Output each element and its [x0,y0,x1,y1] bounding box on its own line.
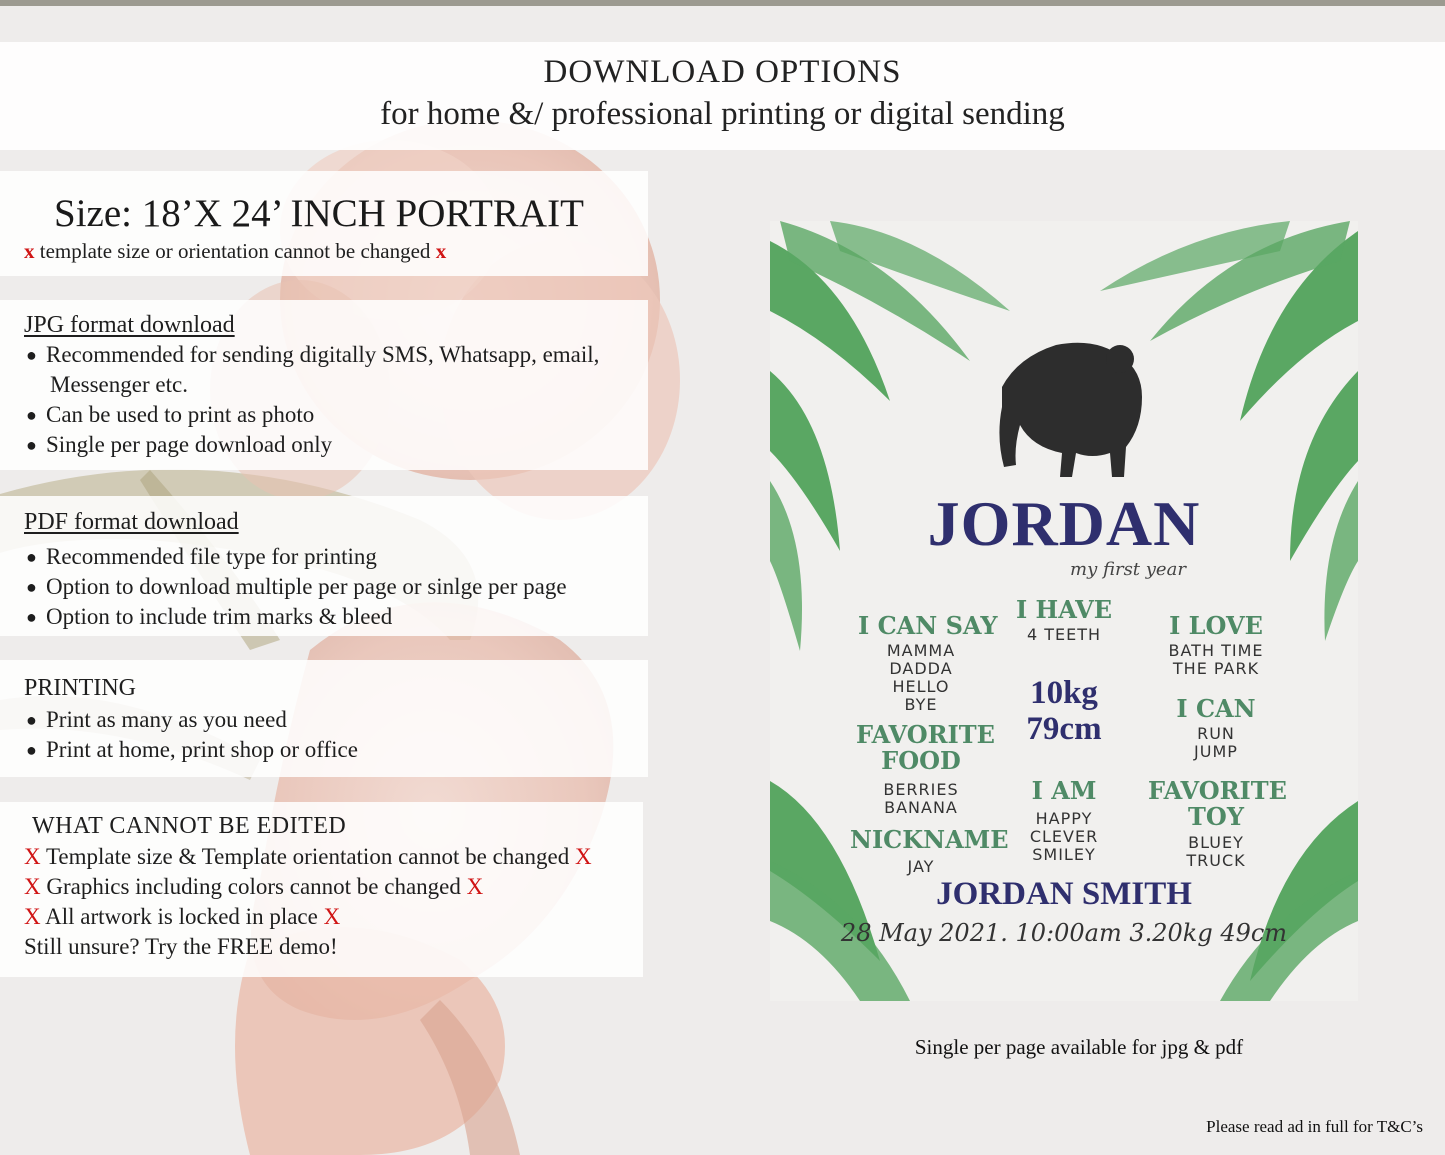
editing-list [24,842,592,962]
size-note [24,239,446,264]
nickname-heading: NICKNAME [850,825,1009,854]
poster-full-name: JORDAN SMITH [936,876,1192,912]
size-note-text: template size or orientation cannot be changed [39,239,431,263]
bullet-icon: ● [26,740,37,760]
x-mark-icon: X [24,874,41,899]
weight-height [1000,675,1128,747]
bullet-icon: ● [26,607,37,627]
list-item: X All artwork is locked in place X [24,904,341,929]
list-item-continuation: Messenger etc. [50,372,188,397]
list-item: ● Option to include trim marks & bleed [24,602,567,632]
gorilla-icon [999,343,1142,477]
jpg-panel [0,300,648,470]
i-am-heading: I AM [1031,776,1097,805]
i-am-list: HAPPY CLEVER SMILEY [1029,809,1099,864]
list-item: ● Print as many as you need [24,705,358,735]
jpg-heading: JPG format download [24,312,235,338]
x-mark-icon: X [574,844,592,869]
poster-birth-details: 28 May 2021. 10:00am 3.20kg 49cm [840,919,1288,947]
x-mark-icon: X [24,844,41,869]
list-item: ● Print at home, print shop or office [24,735,358,765]
x-mark-icon: x [435,239,447,263]
printing-panel [0,660,648,777]
bullet-icon: ● [26,577,37,597]
header-band [0,42,1445,150]
page-title: DOWNLOAD OPTIONS [543,54,902,90]
size-panel [0,171,648,276]
x-mark-icon: X [24,904,41,929]
i-have-value: 4 TEETH [1026,625,1102,644]
bullet-icon: ● [26,435,37,455]
i-love-list: BATH TIME THE PARK [1168,641,1264,678]
editing-panel [0,802,643,977]
poster-preview [770,221,1358,1001]
list-item: ● Can be used to print as photo [24,400,599,430]
size-title: Size: 18’X 24’ INCH PORTRAIT [54,192,584,235]
list-item: ● Recommended for sending digitally SMS, Whatsapp, email, [24,340,599,370]
editing-heading: WHAT CANNOT BE EDITED [32,813,347,839]
bullet-icon: ● [26,710,37,730]
x-mark-icon: X [323,904,341,929]
favorite-toy-list: BLUEY TRUCK [1186,833,1246,870]
x-mark-icon: x [24,239,35,263]
bullet-icon: ● [26,547,37,567]
top-strip [0,0,1445,6]
printing-bullet-list [24,705,358,765]
demo-note: Still unsure? Try the FREE demo! [24,934,338,959]
bullet-icon: ● [26,345,37,365]
height-value: 79cm [1026,711,1102,747]
i-have-heading: I HAVE [1015,595,1113,624]
list-item: X Graphics including colors cannot be changed X [24,874,484,899]
bullet-icon: ● [26,405,37,425]
pdf-panel [0,496,648,636]
jpg-bullet-list [24,340,599,460]
list-item: X Template size & Template orientation cannot be changed X [24,844,592,869]
list-item: ● Single per page download only [24,430,599,460]
footer-note: Please read ad in full for T&C’s [1206,1117,1423,1136]
favorite-food-list: BERRIES BANANA [883,780,959,817]
printing-heading: PRINTING [24,675,136,701]
list-item: ● Option to download multiple per page or sinlge per page [24,572,567,602]
poster-script-subtitle: my first year [1070,559,1186,580]
pdf-heading: PDF format download [24,509,239,535]
pdf-bullet-list [24,542,567,632]
favorite-food-heading: FAVORITE FOOD [856,720,995,775]
preview-caption: Single per page available for jpg & pdf [914,1035,1244,1059]
i-can-say-heading: I CAN SAY [858,611,998,640]
favorite-toy-heading: FAVORITE TOY [1148,776,1287,831]
list-item: ● Recommended file type for printing [24,542,567,572]
poster-name: JORDAN [927,488,1201,559]
weight-value: 10kg [1030,675,1098,711]
i-can-say-list: MAMMA DADDA HELLO BYE [886,641,956,714]
x-mark-icon: X [466,874,484,899]
nickname-value: JAY [907,857,935,876]
page-subtitle: for home &/ professional printing or digital sending [380,96,1065,132]
i-love-heading: I LOVE [1169,611,1263,640]
i-can-list: RUN JUMP [1194,724,1238,761]
i-can-heading: I CAN [1176,694,1256,723]
